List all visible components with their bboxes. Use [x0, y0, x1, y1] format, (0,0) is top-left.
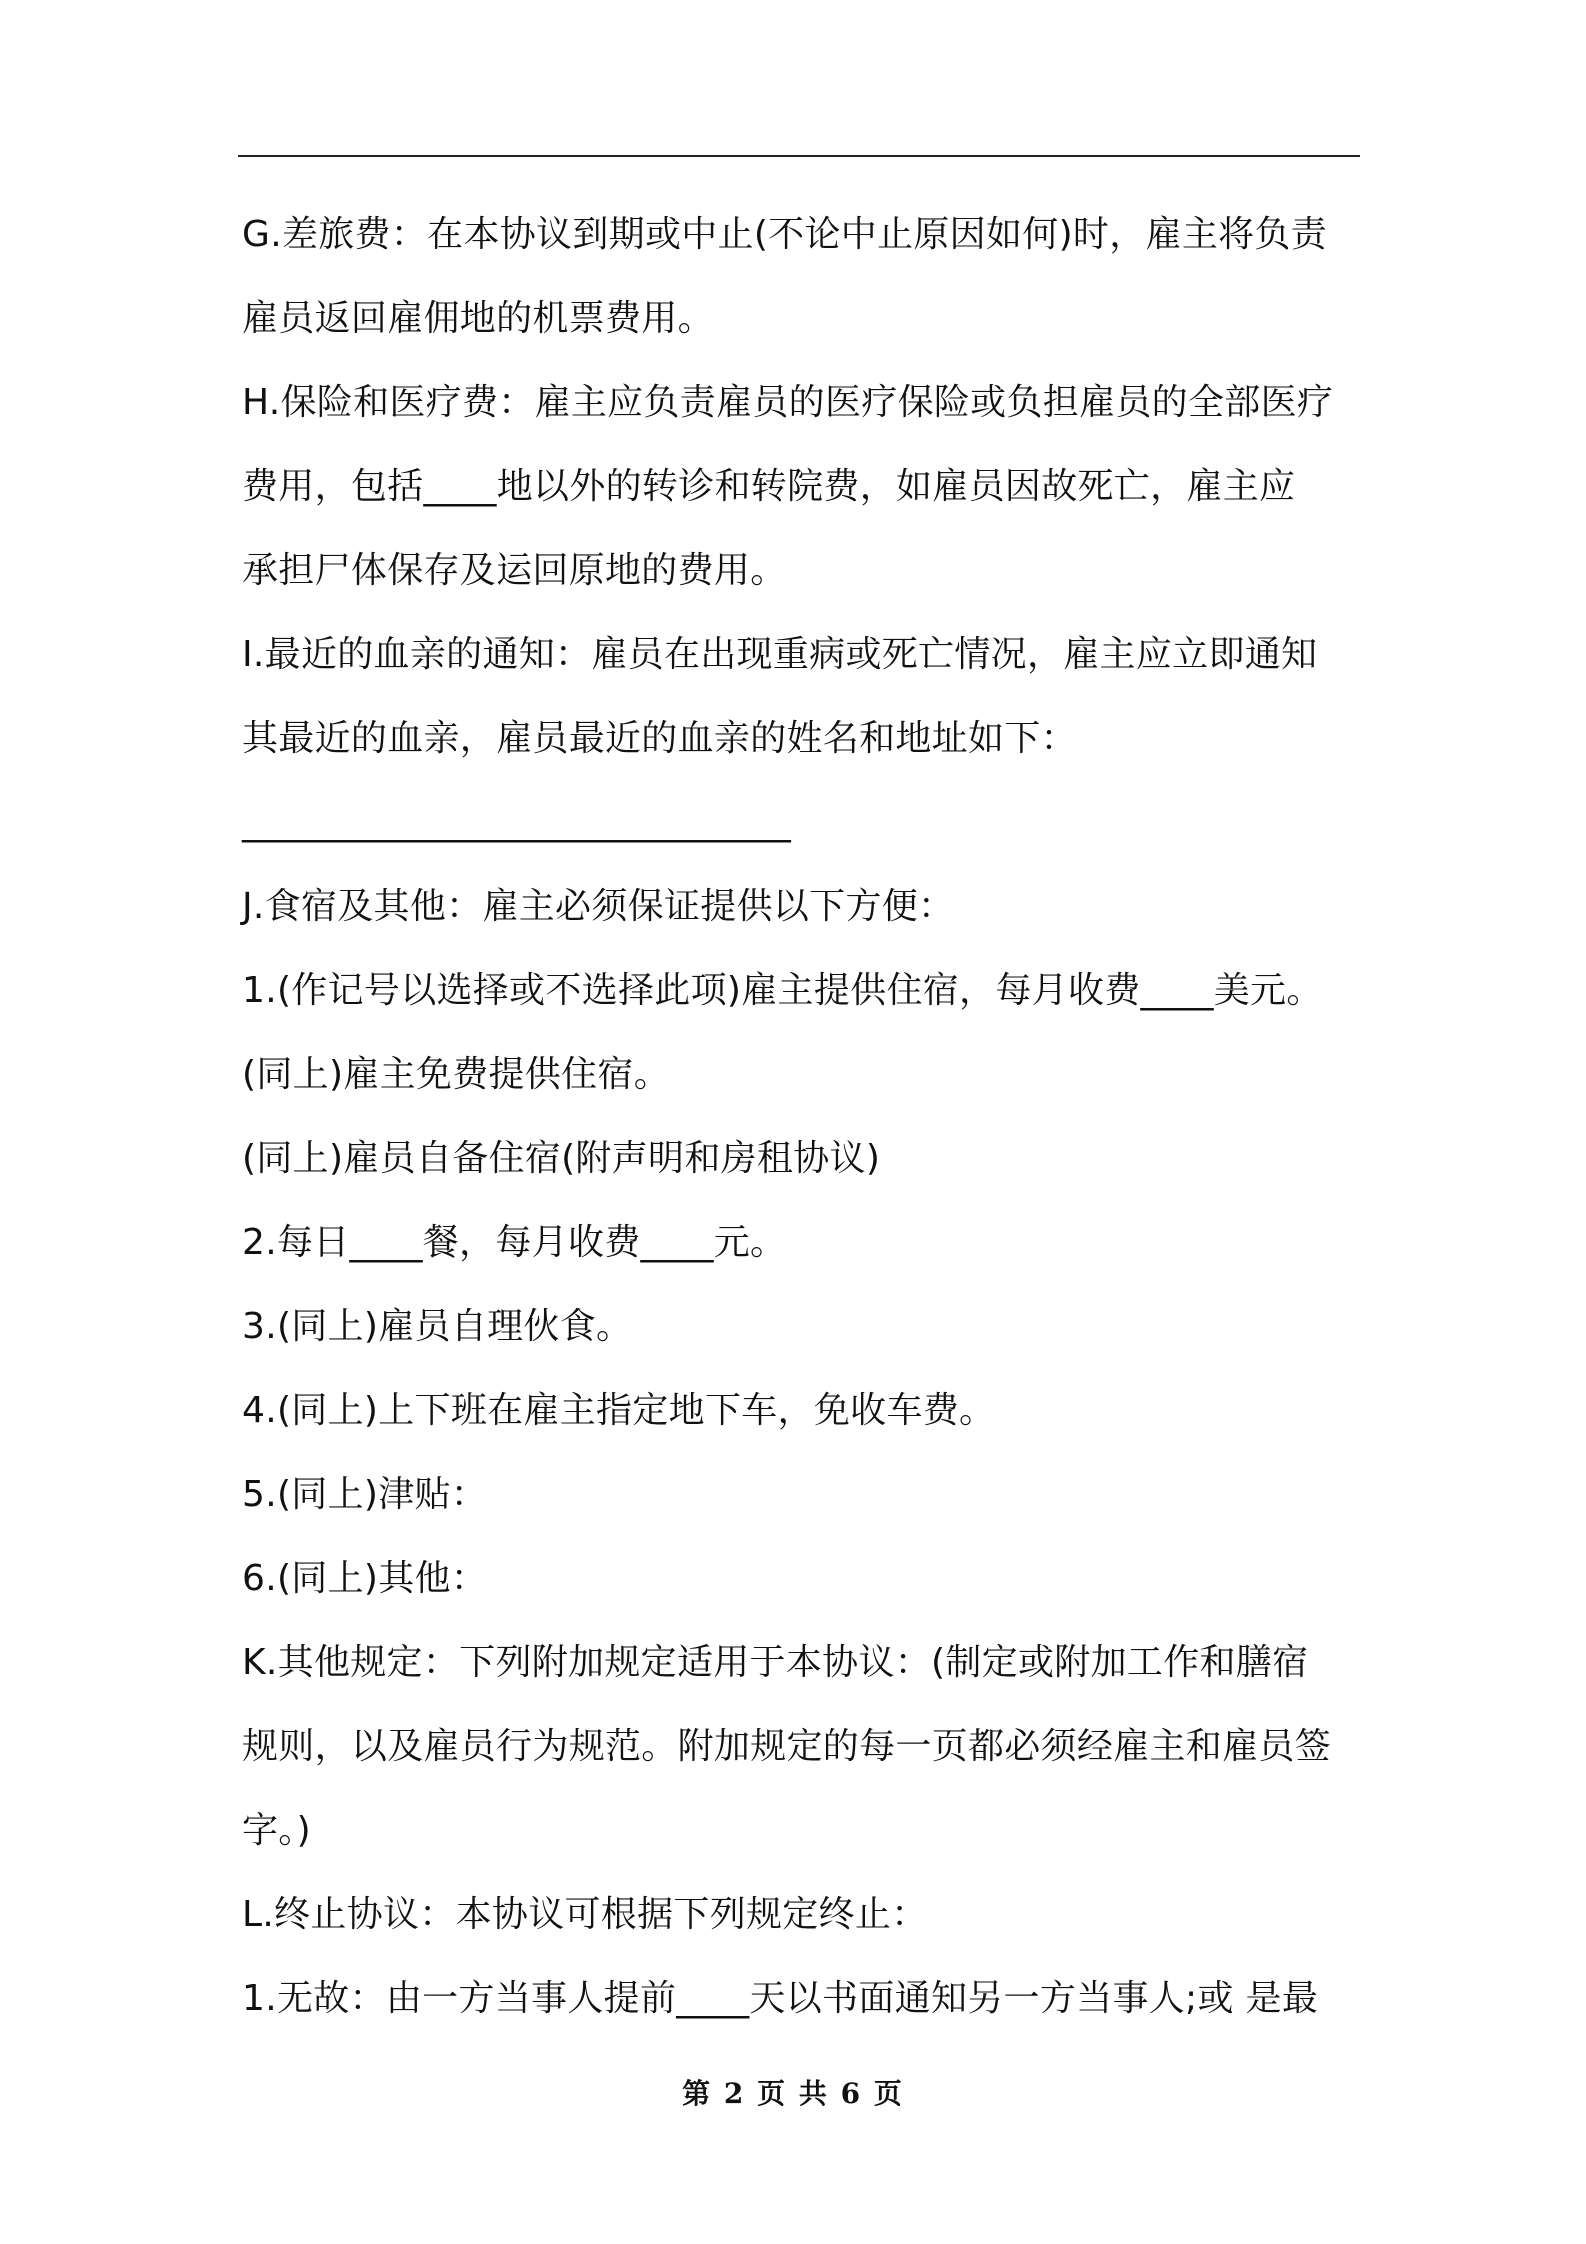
blank-fill-line: ______________________________ — [242, 802, 791, 843]
header-rule — [238, 155, 1360, 157]
clause-i-line-2: 其最近的血亲，雇员最近的血亲的姓名和地址如下： — [242, 718, 1077, 759]
clause-j-item-1c: (同上)雇员自备住宿(附声明和房租协议) — [242, 1138, 881, 1179]
clause-h-line-2: 费用，包括____地以外的转诊和转院费，如雇员因故死亡，雇主应 — [242, 466, 1296, 507]
clause-k-line-1: K.其他规定：下列附加规定适用于本协议：(制定或附加工作和膳宿 — [242, 1642, 1309, 1683]
clause-g-line-1: G.差旅费：在本协议到期或中止(不论中止原因如何)时，雇主将负责 — [242, 214, 1328, 255]
clause-k-line-3: 字。) — [242, 1810, 311, 1851]
clause-j-item-5: 5.(同上)津贴： — [242, 1474, 488, 1515]
clause-g-line-2: 雇员返回雇佣地的机票费用。 — [242, 298, 714, 339]
page-number-footer: 第 2 页 共 6 页 — [682, 2077, 904, 2110]
clause-j-item-1b: (同上)雇主免费提供住宿。 — [242, 1054, 670, 1095]
clause-j-item-2: 2.每日____餐，每月收费____元。 — [242, 1222, 787, 1263]
clause-j-item-1: 1.(作记号以选择或不选择此项)雇主提供住宿，每月收费____美元。 — [242, 970, 1323, 1011]
clause-k-line-2: 规则，以及雇员行为规范。附加规定的每一页都必须经雇主和雇员签 — [242, 1726, 1332, 1767]
clause-h-line-3: 承担尸体保存及运回原地的费用。 — [242, 550, 787, 591]
clause-j-heading: J.食宿及其他：雇主必须保证提供以下方便： — [242, 886, 955, 927]
clause-l-item-1: 1.无故：由一方当事人提前____天以书面通知另一方当事人;或 是最 — [242, 1978, 1319, 2019]
clause-j-item-4: 4.(同上)上下班在雇主指定地下车，免收车费。 — [242, 1390, 996, 1431]
clause-j-item-3: 3.(同上)雇员自理伙食。 — [242, 1306, 633, 1347]
clause-h-line-1: H.保险和医疗费：雇主应负责雇员的医疗保险或负担雇员的全部医疗 — [242, 382, 1334, 423]
document-body — [242, 193, 1362, 2041]
clause-i-line-1: I.最近的血亲的通知：雇员在出现重病或死亡情况，雇主应立即通知 — [242, 634, 1318, 675]
clause-j-item-6: 6.(同上)其他： — [242, 1558, 488, 1599]
clause-l-heading: L.终止协议：本协议可根据下列规定终止： — [242, 1894, 928, 1935]
